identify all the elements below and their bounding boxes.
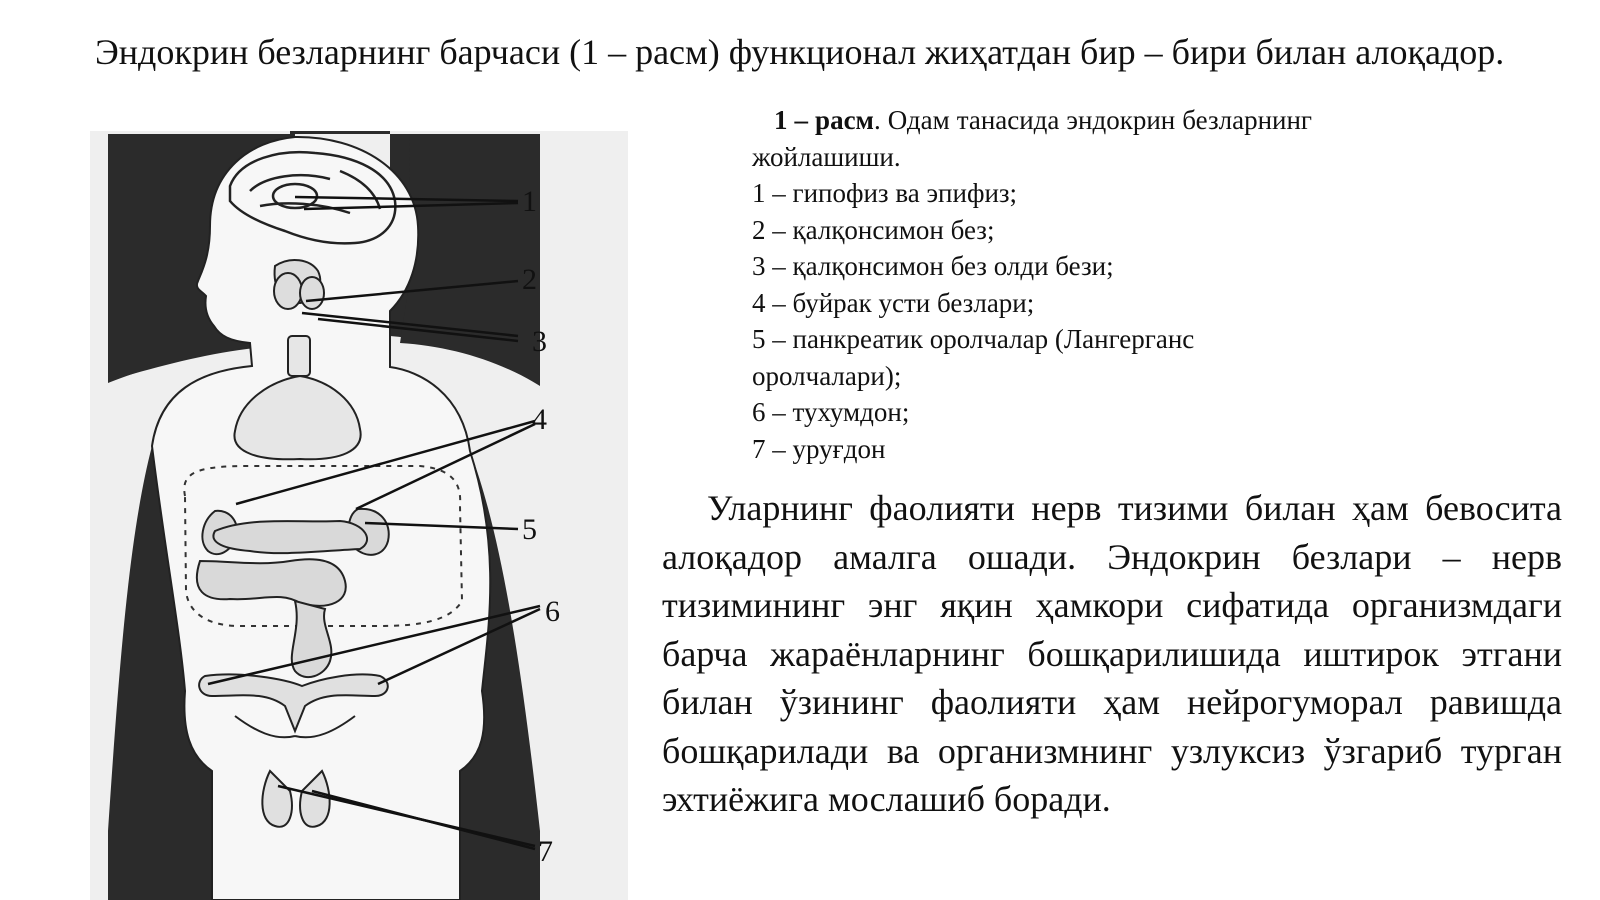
legend-item: 7 – уруғдон [752, 433, 886, 464]
legend-item: 3 – қалқонсимон без олди бези; [752, 251, 1114, 281]
caption-label: 1 – расм [774, 105, 874, 135]
body-paragraph: Уларнинг фаолияти нерв тизими билан ҳам бевосита алоқадор амалга ошади. Эндокрин безлари – нерв тизимининг энг яқин ҳамкори сифатида организмдаги барча жараёнларнинг бошқарилишида иштирок этгани билан ўзининг фаолияти ҳам нейрогуморал равишда бошқарилади ва организмнинг узлуксиз ўзгариб турган эхтиёжига мослашиб боради. [662, 488, 1562, 819]
intro-paragraph: Эндокрин безларнинг барчаси (1 – расм) функционал жиҳатдан бир – бири билан алоқадор. [95, 32, 1505, 72]
callout-5: 5 [522, 513, 537, 546]
legend-item: 4 – буйрак усти безлари; [752, 287, 1035, 318]
callout-6: 6 [545, 595, 560, 628]
callout-3: 3 [532, 325, 547, 358]
endocrine-glands-figure [90, 131, 628, 900]
caption-title-text: . Одам танасида эндокрин безларнинг жойлашиши. [752, 105, 1312, 172]
callout-7: 7 [538, 835, 553, 868]
figure-caption [752, 102, 1312, 467]
callout-4: 4 [532, 403, 547, 436]
legend-item: 2 – қалқонсимон без; [752, 214, 995, 245]
callout-2: 2 [522, 263, 537, 296]
callout-1: 1 [522, 185, 537, 218]
legend-item: 1 – гипофиз ва эпифиз; [752, 178, 1018, 208]
legend-item: 5 – панкреатик оролчалар (Лангерганс оролчалари); [752, 324, 1195, 391]
legend-item: 6 – тухумдон; [752, 397, 910, 427]
caption-title [752, 102, 1312, 175]
